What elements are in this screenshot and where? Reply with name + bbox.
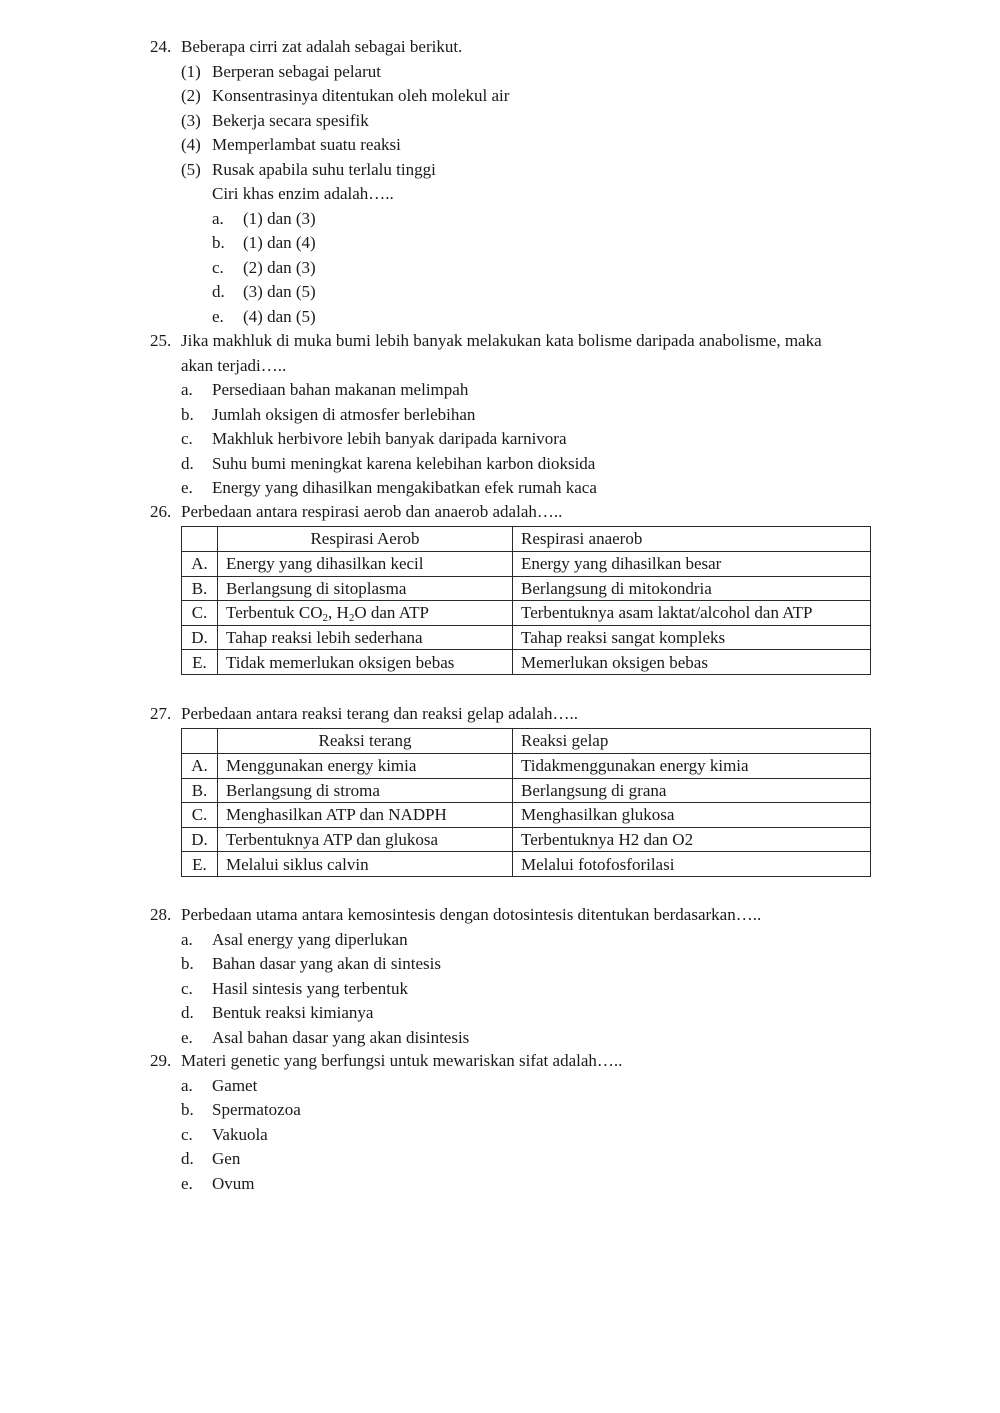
question-25 bbox=[150, 329, 890, 501]
table-header-aerob: Respirasi Aerob bbox=[218, 526, 513, 552]
question-28 bbox=[150, 903, 890, 1050]
table-row[interactable]: C. Terbentuk $CO_2$, $H_2O$ dan ATP Terbentuknya asam laktat/alcohol dan ATP bbox=[182, 601, 871, 626]
chem-formula-cell: Terbentuk $CO_2$, $H_2O$ dan ATP bbox=[218, 601, 513, 626]
question-number: 24. bbox=[150, 37, 172, 56]
question-number: 25. bbox=[150, 331, 172, 350]
answer-options bbox=[181, 1074, 890, 1197]
answer-option-e[interactable]: e. (4) dan (5) bbox=[212, 306, 316, 326]
answer-option-c[interactable]: c. Hasil sintesis yang terbentuk bbox=[181, 978, 408, 998]
table-row[interactable]: C. Menghasilkan ATP dan NADPH Menghasilkan glukosa bbox=[182, 803, 871, 828]
table-row[interactable]: D. Tahap reaksi lebih sederhana Tahap reaksi sangat kompleks bbox=[182, 625, 871, 650]
answer-option-e[interactable]: e. Energy yang dihasilkan mengakibatkan efek rumah kaca bbox=[181, 478, 597, 497]
comparison-table-photosynthesis bbox=[181, 728, 871, 877]
row-label: D. bbox=[182, 827, 218, 852]
answer-option-d[interactable]: d. Suhu bumi meningkat karena kelebihan karbon dioksida bbox=[181, 453, 596, 473]
row-label: A. bbox=[182, 754, 218, 779]
statement-item: (4) Memperlambat suatu reaksi bbox=[181, 135, 401, 154]
answer-option-c[interactable]: c. (2) dan (3) bbox=[212, 257, 316, 277]
question-text: Jika makhluk di muka bumi lebih banyak melakukan kata bolisme daripada anabolisme, maka bbox=[181, 331, 822, 350]
answer-option-c[interactable]: c. Vakuola bbox=[181, 1124, 268, 1144]
question-27 bbox=[150, 702, 890, 877]
table-row[interactable]: A. Energy yang dihasilkan kecil Energy yang dihasilkan besar bbox=[182, 552, 871, 577]
statement-item: (3) Bekerja secara spesifik bbox=[181, 110, 369, 130]
question-text: Perbedaan antara respirasi aerob dan anaerob adalah….. bbox=[181, 502, 563, 521]
table-row[interactable]: D. Terbentuknya ATP dan glukosa Terbentuknya H2 dan O2 bbox=[182, 827, 871, 852]
answer-option-d[interactable]: d. (3) dan (5) bbox=[212, 282, 316, 301]
answer-option-a[interactable]: a. Gamet bbox=[181, 1075, 258, 1095]
statement-list bbox=[181, 60, 890, 183]
row-label: D. bbox=[182, 625, 218, 650]
answer-option-a[interactable]: a. (1) dan (3) bbox=[212, 208, 316, 228]
answer-options bbox=[181, 928, 890, 1051]
question-prompt: Ciri khas enzim adalah….. bbox=[212, 184, 394, 203]
answer-option-d[interactable]: d. Gen bbox=[181, 1149, 241, 1168]
table-header-row bbox=[182, 728, 871, 754]
question-number: 26. bbox=[150, 502, 172, 521]
table-header-dark-reaction: Reaksi gelap bbox=[513, 728, 871, 754]
table-row[interactable]: B. Berlangsung di sitoplasma Berlangsung di mitokondria bbox=[182, 576, 871, 601]
answer-options bbox=[212, 207, 890, 330]
row-label: E. bbox=[182, 852, 218, 877]
answer-option-a[interactable]: a. Asal energy yang diperlukan bbox=[181, 929, 408, 949]
question-25-stem bbox=[150, 329, 890, 378]
row-label: E. bbox=[182, 650, 218, 675]
question-24-stem bbox=[150, 35, 890, 60]
answer-options bbox=[181, 378, 890, 501]
answer-option-e[interactable]: e. Asal bahan dasar yang akan disintesis bbox=[181, 1027, 470, 1047]
row-label: B. bbox=[182, 576, 218, 601]
answer-option-b[interactable]: b. (1) dan (4) bbox=[212, 233, 316, 252]
question-24 bbox=[150, 35, 890, 329]
comparison-table-respiration bbox=[181, 526, 871, 675]
table-header-light-reaction: Reaksi terang bbox=[218, 728, 513, 754]
question-text: Materi genetic yang berfungsi untuk mewariskan sifat adalah….. bbox=[181, 1051, 623, 1070]
answer-option-b[interactable]: b. Spermatozoa bbox=[181, 1100, 301, 1119]
question-29 bbox=[150, 1049, 890, 1196]
question-text: Perbedaan utama antara kemosintesis dengan dotosintesis ditentukan berdasarkan….. bbox=[181, 905, 762, 924]
table-header-anaerob: Respirasi anaerob bbox=[513, 526, 871, 552]
question-number: 27. bbox=[150, 704, 172, 723]
row-label: A. bbox=[182, 552, 218, 577]
answer-option-e[interactable]: e. Ovum bbox=[181, 1173, 255, 1193]
row-label: B. bbox=[182, 778, 218, 803]
row-label: C. bbox=[182, 601, 218, 626]
answer-option-b[interactable]: b. Bahan dasar yang akan di sintesis bbox=[181, 954, 441, 973]
question-number: 29. bbox=[150, 1051, 172, 1070]
table-row[interactable]: E. Melalui siklus calvin Melalui fotofosforilasi bbox=[182, 852, 871, 877]
question-number: 28. bbox=[150, 905, 172, 924]
question-text: Perbedaan antara reaksi terang dan reaksi gelap adalah….. bbox=[181, 704, 578, 723]
question-28-stem bbox=[150, 903, 890, 928]
table-row[interactable]: E. Tidak memerlukan oksigen bebas Memerlukan oksigen bebas bbox=[182, 650, 871, 675]
question-26-stem bbox=[150, 500, 890, 525]
question-29-stem bbox=[150, 1049, 890, 1074]
question-text-continued: akan terjadi….. bbox=[181, 355, 287, 375]
statement-item: (2) Konsentrasinya ditentukan oleh molekul air bbox=[181, 86, 510, 105]
question-text: Beberapa cirri zat adalah sebagai berikut. bbox=[181, 37, 463, 56]
table-row[interactable]: A. Menggunakan energy kimia Tidakmenggunakan energy kimia bbox=[182, 754, 871, 779]
answer-option-b[interactable]: b. Jumlah oksigen di atmosfer berlebihan bbox=[181, 404, 476, 424]
question-27-stem bbox=[150, 702, 890, 727]
table-header-row bbox=[182, 526, 871, 552]
answer-option-c[interactable]: c. Makhluk herbivore lebih banyak daripada karnivora bbox=[181, 429, 567, 448]
row-label: C. bbox=[182, 803, 218, 828]
question-26 bbox=[150, 500, 890, 675]
answer-option-d[interactable]: d. Bentuk reaksi kimianya bbox=[181, 1003, 374, 1022]
statement-item: (1) Berperan sebagai pelarut bbox=[181, 61, 381, 81]
statement-item: (5) Rusak apabila suhu terlalu tinggi bbox=[181, 159, 436, 179]
table-row[interactable]: B. Berlangsung di stroma Berlangsung di grana bbox=[182, 778, 871, 803]
answer-option-a[interactable]: a. Persediaan bahan makanan melimpah bbox=[181, 380, 469, 399]
